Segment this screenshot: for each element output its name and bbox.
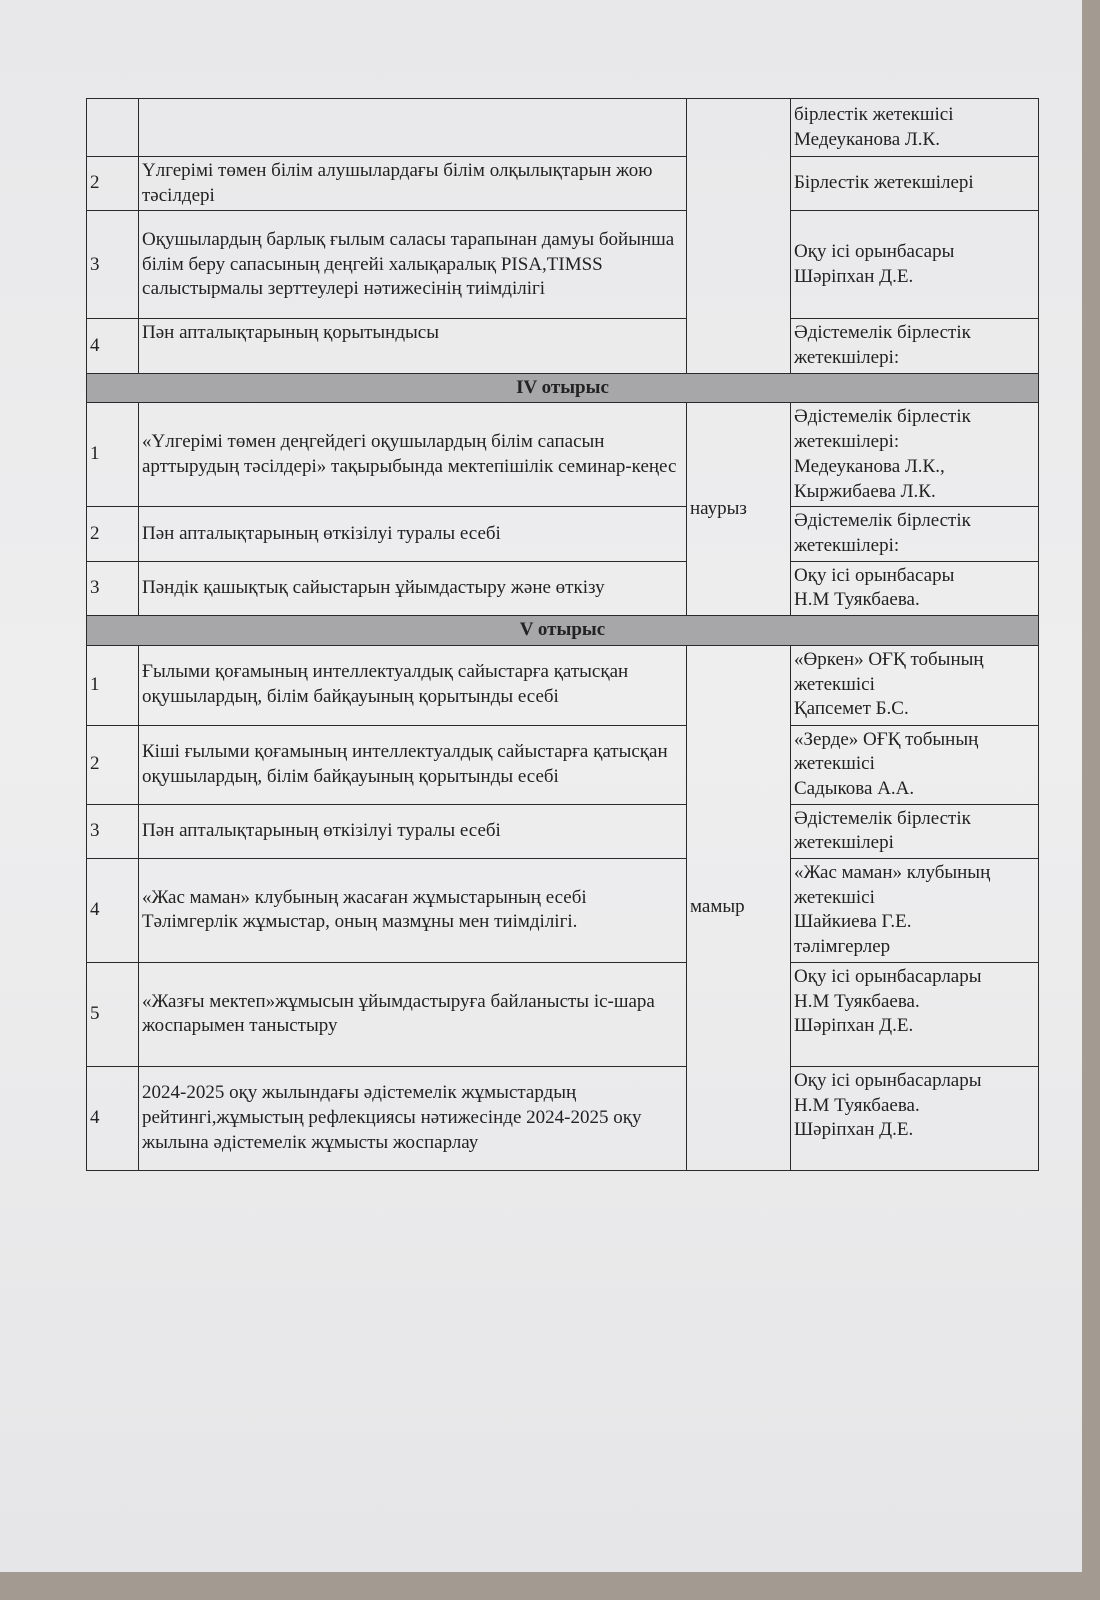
section-title: V отырыс	[87, 615, 1039, 645]
row-topic: «Жас маман» клубының жасаған жұмыстарының есебі Тәлімгерлік жұмыстар, оның мазмұны мен тиімділігі.	[139, 859, 687, 963]
row-topic: 2024-2025 оқу жылындағы әдістемелік жұмыстардың рейтингі,жұмыстың рефлекциясы нәтижесінде 2024-2025 оқу жылына әдістемелік жұмысты жоспарлау	[139, 1066, 687, 1170]
month-cell: наурыз	[687, 403, 791, 616]
table-row	[87, 859, 1039, 963]
row-topic: Пәндік қашықтық сайыстарын ұйымдастыру және өткізу	[139, 561, 687, 615]
row-responsible: «Жас маман» клубының жетекшісі Шайкиева Г.Е. тәлімгерлер	[791, 859, 1039, 963]
row-topic: Үлгерімі төмен білім алушылардағы білім олқылықтарын жою тәсілдері	[139, 157, 687, 211]
row-responsible: Әдістемелік бірлестік жетекшілері:	[791, 319, 1039, 373]
row-number: 3	[87, 211, 139, 319]
row-responsible: Әдістемелік бірлестік жетекшілері:	[791, 507, 1039, 561]
table-row	[87, 403, 1039, 507]
table-row	[87, 157, 1039, 211]
row-topic: «Үлгерімі төмен деңгейдегі оқушылардың білім сапасын арттырудың тәсілдері» тақырыбында мектепішілік семинар-кеңес	[139, 403, 687, 507]
month-cell	[687, 99, 791, 374]
table-row	[87, 962, 1039, 1066]
row-number: 2	[87, 157, 139, 211]
table-row	[87, 211, 1039, 319]
row-number: 4	[87, 319, 139, 373]
row-topic: Пән апталықтарының қорытындысы	[139, 319, 687, 373]
section-header-row	[87, 615, 1039, 645]
month-cell: мамыр	[687, 645, 791, 1170]
table-row	[87, 507, 1039, 561]
table-row	[87, 645, 1039, 725]
row-topic: «Жазғы мектеп»жұмысын ұйымдастыруға байланысты іс-шара жоспарымен таныстыру	[139, 962, 687, 1066]
row-topic: Пән апталықтарының өткізілуі туралы есебі	[139, 804, 687, 858]
row-number	[87, 99, 139, 157]
row-responsible: Бірлестік жетекшілері	[791, 157, 1039, 211]
row-responsible: Оқу ісі орынбасары Шәріпхан Д.Е.	[791, 211, 1039, 319]
row-number: 2	[87, 507, 139, 561]
row-number: 4	[87, 859, 139, 963]
row-responsible: Оқу ісі орынбасарлары Н.М Туякбаева. Шәріпхан Д.Е.	[791, 962, 1039, 1066]
plan-table	[86, 98, 1039, 1171]
row-number: 3	[87, 804, 139, 858]
row-topic: Ғылыми қоғамының интеллектуалдық сайыстарға қатысқан оқушылардың, білім байқауының қорытынды есебі	[139, 645, 687, 725]
row-number: 2	[87, 725, 139, 804]
row-responsible: Әдістемелік бірлестік жетекшілері: Медеуканова Л.К., Кыржибаева Л.К.	[791, 403, 1039, 507]
row-topic: Кіші ғылыми қоғамының интеллектуалдық сайыстарға қатысқан оқушылардың, білім байқауының қорытынды есебі	[139, 725, 687, 804]
table-row	[87, 804, 1039, 858]
table-row	[87, 561, 1039, 615]
table-row	[87, 319, 1039, 373]
row-number: 3	[87, 561, 139, 615]
row-number: 4	[87, 1066, 139, 1170]
row-responsible: «Өркен» ОҒҚ тобының жетекшісі Қапсемет Б.С.	[791, 645, 1039, 725]
row-number: 1	[87, 403, 139, 507]
table-row	[87, 99, 1039, 157]
row-topic: Оқушылардың барлық ғылым саласы тарапынан дамуы бойынша білім беру сапасының деңгейі халықаралық PISA,TIMSS салыстырмалы зерттеулері нәтижесінің тиімділігі	[139, 211, 687, 319]
row-responsible: Оқу ісі орынбасарлары Н.М Туякбаева. Шәріпхан Д.Е.	[791, 1066, 1039, 1170]
row-number: 1	[87, 645, 139, 725]
section-header-row	[87, 373, 1039, 403]
table-row	[87, 1066, 1039, 1170]
row-number: 5	[87, 962, 139, 1066]
table-row	[87, 725, 1039, 804]
row-responsible: Әдістемелік бірлестік жетекшілері	[791, 804, 1039, 858]
row-responsible: Оқу ісі орынбасары Н.М Туякбаева.	[791, 561, 1039, 615]
row-responsible: бірлестік жетекшісі Медеуканова Л.К.	[791, 99, 1039, 157]
row-responsible: «Зерде» ОҒҚ тобының жетекшісі Садыкова А.А.	[791, 725, 1039, 804]
row-topic: Пән апталықтарының өткізілуі туралы есебі	[139, 507, 687, 561]
section-title: IV отырыс	[87, 373, 1039, 403]
row-topic	[139, 99, 687, 157]
